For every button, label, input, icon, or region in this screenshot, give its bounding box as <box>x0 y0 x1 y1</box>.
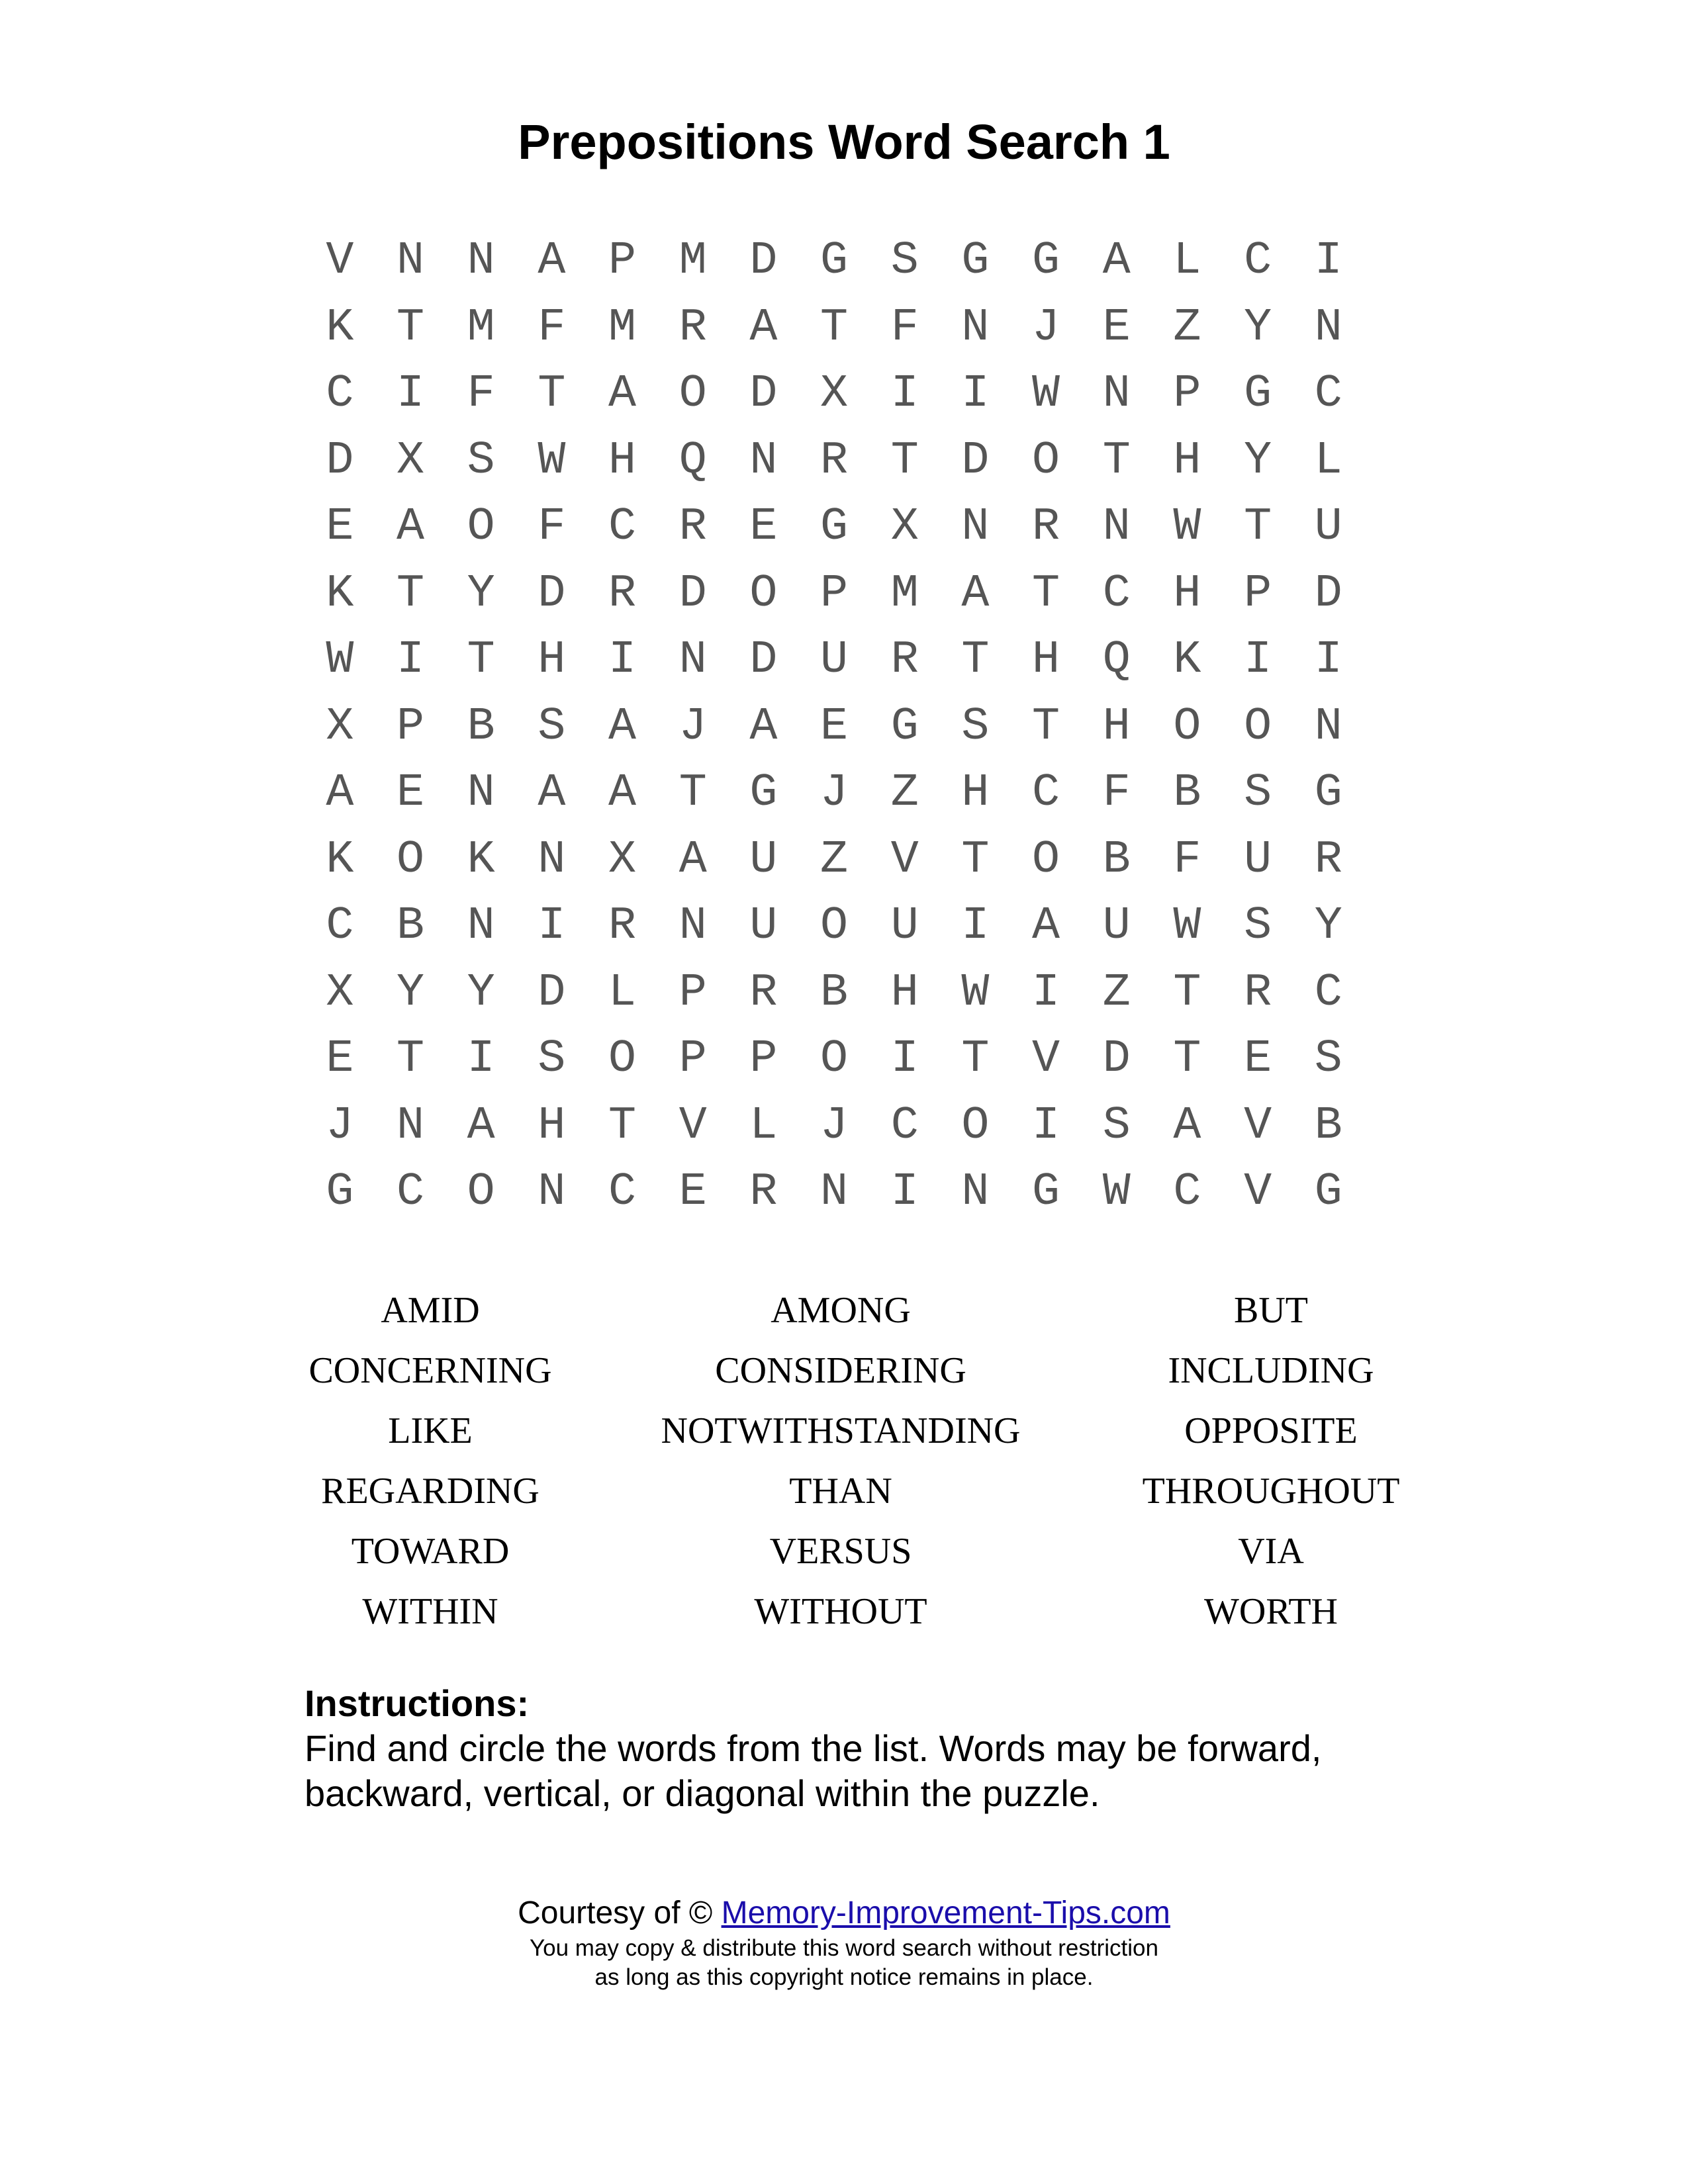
grid-letter: G <box>1314 767 1342 819</box>
grid-letter: E <box>749 501 778 553</box>
grid-letter: V <box>679 1099 707 1152</box>
grid-letter: W <box>961 966 990 1019</box>
grid-letter: C <box>1102 567 1131 620</box>
grid-letter: D <box>749 235 778 287</box>
grid-letter: N <box>397 1099 425 1152</box>
grid-letter: F <box>538 501 566 553</box>
grid-letter: Z <box>890 767 919 819</box>
grid-letter: H <box>890 966 919 1019</box>
grid-letter: M <box>467 301 495 354</box>
word-list-item: AMID <box>381 1290 480 1331</box>
grid-letter: R <box>679 301 707 354</box>
grid-letter: O <box>1032 833 1060 886</box>
grid-letter: T <box>1032 567 1060 620</box>
grid-letter: G <box>326 1166 354 1218</box>
grid-letter: I <box>961 368 990 420</box>
memory-improvement-tips-link[interactable]: Memory-Improvement-Tips.com <box>721 1895 1170 1931</box>
grid-letter: T <box>890 434 919 487</box>
grid-letter: G <box>820 501 849 553</box>
word-list-item: THAN <box>789 1471 892 1512</box>
grid-letter: C <box>1244 235 1272 287</box>
grid-letter: T <box>467 634 495 686</box>
grid-letter: N <box>749 434 778 487</box>
grid-letter: G <box>1032 1166 1060 1218</box>
grid-letter: H <box>961 767 990 819</box>
grid-letter: D <box>679 567 707 620</box>
grid-letter: S <box>538 700 566 753</box>
grid-letter: N <box>467 900 495 952</box>
grid-letter: O <box>467 1166 495 1218</box>
grid-letter: G <box>1032 235 1060 287</box>
grid-letter: K <box>1173 634 1201 686</box>
courtesy-prefix: Courtesy of © <box>518 1895 722 1931</box>
grid-letter: J <box>679 700 707 753</box>
grid-letter: T <box>1102 434 1131 487</box>
grid-letter: I <box>1314 235 1342 287</box>
grid-letter: N <box>679 900 707 952</box>
grid-letter: C <box>890 1099 919 1152</box>
word-list-item: AMONG <box>771 1290 911 1331</box>
grid-letter: W <box>326 634 354 686</box>
word-list-item: VERSUS <box>769 1531 912 1572</box>
grid-letter: E <box>326 1033 354 1085</box>
grid-letter: T <box>397 301 425 354</box>
instructions <box>305 1681 1430 1816</box>
grid-letter: A <box>1032 900 1060 952</box>
grid-letter: H <box>538 634 566 686</box>
grid-letter: S <box>961 700 990 753</box>
grid-letter: M <box>679 235 707 287</box>
grid-letter: P <box>1173 368 1201 420</box>
grid-letter: A <box>397 501 425 553</box>
grid-letter: X <box>890 501 919 553</box>
grid-letter: L <box>749 1099 778 1152</box>
grid-letter: O <box>679 368 707 420</box>
grid-letter: L <box>1173 235 1201 287</box>
grid-letter: I <box>1032 1099 1060 1152</box>
grid-letter: Q <box>679 434 707 487</box>
grid-letter: T <box>1032 700 1060 753</box>
grid-letter: O <box>820 1033 849 1085</box>
grid-letter: F <box>1102 767 1131 819</box>
grid-letter: Z <box>820 833 849 886</box>
grid-letter: F <box>1173 833 1201 886</box>
grid-letter: A <box>749 301 778 354</box>
grid-letter: C <box>1173 1166 1201 1218</box>
grid-letter: D <box>1314 567 1342 620</box>
grid-row <box>305 760 1364 827</box>
grid-letter: H <box>1102 700 1131 753</box>
grid-letter: V <box>1244 1099 1272 1152</box>
grid-letter: I <box>1244 634 1272 686</box>
grid-letter: C <box>1314 966 1342 1019</box>
grid-letter: K <box>326 833 354 886</box>
grid-letter: P <box>749 1033 778 1085</box>
word-list-item: BUT <box>1234 1290 1308 1331</box>
grid-letter: G <box>1244 368 1272 420</box>
grid-row <box>305 1026 1364 1093</box>
grid-letter: K <box>326 567 354 620</box>
grid-letter: J <box>1032 301 1060 354</box>
grid-row <box>305 1160 1364 1226</box>
word-list-item: INCLUDING <box>1168 1350 1374 1391</box>
grid-letter: T <box>961 1033 990 1085</box>
grid-letter: Y <box>467 966 495 1019</box>
grid-letter: I <box>538 900 566 952</box>
grid-letter: U <box>890 900 919 952</box>
grid-letter: T <box>1173 1033 1201 1085</box>
grid-letter: N <box>1102 368 1131 420</box>
grid-letter: I <box>890 1166 919 1218</box>
grid-row <box>305 361 1364 428</box>
grid-letter: I <box>890 368 919 420</box>
grid-letter: P <box>1244 567 1272 620</box>
grid-letter: H <box>608 434 637 487</box>
grid-letter: H <box>538 1099 566 1152</box>
grid-letter: I <box>397 634 425 686</box>
grid-letter: P <box>397 700 425 753</box>
grid-letter: W <box>1032 368 1060 420</box>
grid-letter: G <box>1314 1166 1342 1218</box>
grid-letter: A <box>538 235 566 287</box>
grid-letter: C <box>1032 767 1060 819</box>
courtesy-line <box>0 1893 1688 1934</box>
grid-letter: W <box>1173 501 1201 553</box>
grid-letter: Y <box>1314 900 1342 952</box>
grid-letter: O <box>467 501 495 553</box>
grid-letter: O <box>1032 434 1060 487</box>
word-list-item: CONSIDERING <box>715 1350 966 1391</box>
grid-letter: C <box>608 501 637 553</box>
grid-letter: A <box>608 368 637 420</box>
grid-letter: I <box>1314 634 1342 686</box>
grid-letter: E <box>679 1166 707 1218</box>
grid-letter: A <box>467 1099 495 1152</box>
grid-row <box>305 295 1364 362</box>
grid-letter: N <box>1314 700 1342 753</box>
grid-letter: Y <box>467 567 495 620</box>
grid-letter: D <box>1102 1033 1131 1085</box>
grid-letter: G <box>890 700 919 753</box>
word-list-item: LIKE <box>388 1410 473 1451</box>
grid-letter: D <box>538 567 566 620</box>
grid-letter: R <box>608 567 637 620</box>
grid-letter: L <box>1314 434 1342 487</box>
word-list-item: OPPOSITE <box>1184 1410 1358 1451</box>
grid-letter: N <box>467 767 495 819</box>
word-list-item: WITHOUT <box>754 1591 927 1632</box>
grid-letter: N <box>961 501 990 553</box>
grid-letter: T <box>1173 966 1201 1019</box>
grid-letter: B <box>467 700 495 753</box>
grid-letter: N <box>961 1166 990 1218</box>
grid-letter: B <box>820 966 849 1019</box>
grid-letter: X <box>326 966 354 1019</box>
grid-letter: X <box>326 700 354 753</box>
grid-letter: G <box>749 767 778 819</box>
grid-letter: R <box>890 634 919 686</box>
grid-letter: D <box>538 966 566 1019</box>
grid-letter: Z <box>1102 966 1131 1019</box>
grid-letter: T <box>397 567 425 620</box>
grid-letter: R <box>820 434 849 487</box>
instructions-line-2: backward, vertical, or diagonal within the puzzle. <box>305 1772 1100 1814</box>
word-search-grid <box>305 228 1364 1226</box>
grid-letter: D <box>961 434 990 487</box>
grid-letter: N <box>397 235 425 287</box>
grid-letter: O <box>961 1099 990 1152</box>
grid-letter: T <box>608 1099 637 1152</box>
word-list-item: NOTWITHSTANDING <box>661 1410 1021 1451</box>
grid-letter: H <box>1173 567 1201 620</box>
grid-letter: I <box>890 1033 919 1085</box>
grid-letter: Y <box>1244 301 1272 354</box>
grid-letter: S <box>1102 1099 1131 1152</box>
grid-letter: T <box>397 1033 425 1085</box>
grid-letter: A <box>749 700 778 753</box>
grid-letter: N <box>538 833 566 886</box>
grid-letter: O <box>397 833 425 886</box>
grid-letter: P <box>820 567 849 620</box>
grid-letter: R <box>608 900 637 952</box>
grid-letter: C <box>397 1166 425 1218</box>
grid-letter: V <box>1032 1033 1060 1085</box>
grid-letter: N <box>961 301 990 354</box>
grid-letter: G <box>820 235 849 287</box>
grid-letter: T <box>820 301 849 354</box>
copyright-notice-line-2: as long as this copyright notice remains in place. <box>594 1964 1094 1990</box>
grid-letter: W <box>1173 900 1201 952</box>
grid-letter: B <box>397 900 425 952</box>
grid-row <box>305 694 1364 761</box>
grid-letter: E <box>1244 1033 1272 1085</box>
grid-letter: W <box>1102 1166 1131 1218</box>
grid-row <box>305 428 1364 495</box>
grid-letter: J <box>820 1099 849 1152</box>
grid-letter: A <box>1173 1099 1201 1152</box>
grid-letter: S <box>1244 767 1272 819</box>
grid-letter: S <box>467 434 495 487</box>
grid-row <box>305 827 1364 894</box>
grid-letter: T <box>538 368 566 420</box>
grid-letter: U <box>1102 900 1131 952</box>
grid-letter: C <box>326 900 354 952</box>
grid-letter: T <box>961 833 990 886</box>
grid-letter: Q <box>1102 634 1131 686</box>
grid-letter: H <box>1032 634 1060 686</box>
grid-letter: N <box>1314 301 1342 354</box>
grid-letter: A <box>538 767 566 819</box>
grid-letter: Z <box>1173 301 1201 354</box>
grid-letter: O <box>608 1033 637 1085</box>
grid-letter: D <box>749 634 778 686</box>
grid-letter: R <box>749 966 778 1019</box>
grid-letter: I <box>467 1033 495 1085</box>
grid-letter: A <box>608 767 637 819</box>
word-list-item: WITHIN <box>362 1591 498 1632</box>
grid-letter: E <box>820 700 849 753</box>
grid-letter: P <box>679 1033 707 1085</box>
grid-letter: O <box>749 567 778 620</box>
grid-row <box>305 561 1364 628</box>
grid-letter: Y <box>397 966 425 1019</box>
grid-letter: J <box>820 767 849 819</box>
copyright-notice-line-1: You may copy & distribute this word search without restriction <box>530 1935 1158 1961</box>
word-list-item: THROUGHOUT <box>1142 1471 1400 1512</box>
grid-letter: N <box>679 634 707 686</box>
grid-letter: X <box>820 368 849 420</box>
grid-letter: R <box>749 1166 778 1218</box>
grid-letter: S <box>538 1033 566 1085</box>
grid-letter: U <box>749 833 778 886</box>
grid-letter: S <box>1244 900 1272 952</box>
word-list-item: VIA <box>1238 1531 1304 1572</box>
grid-letter: J <box>326 1099 354 1152</box>
grid-letter: X <box>608 833 637 886</box>
word-list-item: REGARDING <box>321 1471 539 1512</box>
grid-letter: P <box>679 966 707 1019</box>
word-list-item: TOWARD <box>351 1531 510 1572</box>
grid-letter: I <box>608 634 637 686</box>
grid-letter: T <box>961 634 990 686</box>
grid-letter: H <box>1173 434 1201 487</box>
grid-letter: E <box>1102 301 1131 354</box>
grid-letter: D <box>326 434 354 487</box>
grid-letter: N <box>467 235 495 287</box>
grid-letter: R <box>1314 833 1342 886</box>
grid-letter: E <box>397 767 425 819</box>
grid-letter: R <box>1244 966 1272 1019</box>
grid-letter: V <box>326 235 354 287</box>
grid-letter: T <box>1244 501 1272 553</box>
grid-letter: C <box>326 368 354 420</box>
grid-letter: C <box>608 1166 637 1218</box>
grid-letter: R <box>679 501 707 553</box>
grid-letter: M <box>608 301 637 354</box>
grid-letter: N <box>538 1166 566 1218</box>
grid-letter: X <box>397 434 425 487</box>
word-list <box>258 1281 1463 1642</box>
grid-letter: Y <box>1244 434 1272 487</box>
grid-letter: O <box>820 900 849 952</box>
grid-row <box>305 494 1364 561</box>
grid-letter: C <box>1314 368 1342 420</box>
grid-letter: A <box>961 567 990 620</box>
grid-row <box>305 627 1364 694</box>
grid-letter: D <box>749 368 778 420</box>
grid-letter: G <box>961 235 990 287</box>
instructions-line-1: Find and circle the words from the list. Words may be forward, <box>305 1727 1322 1769</box>
grid-letter: F <box>467 368 495 420</box>
footer <box>0 1893 1688 1992</box>
grid-letter: B <box>1314 1099 1342 1152</box>
grid-letter: V <box>890 833 919 886</box>
grid-row <box>305 228 1364 295</box>
grid-letter: K <box>326 301 354 354</box>
grid-row <box>305 1093 1364 1160</box>
grid-letter: M <box>890 567 919 620</box>
grid-letter: I <box>1032 966 1060 1019</box>
grid-letter: L <box>608 966 637 1019</box>
grid-letter: U <box>820 634 849 686</box>
grid-letter: A <box>608 700 637 753</box>
grid-letter: S <box>890 235 919 287</box>
grid-letter: T <box>679 767 707 819</box>
grid-letter: O <box>1244 700 1272 753</box>
grid-letter: U <box>1314 501 1342 553</box>
grid-letter: E <box>326 501 354 553</box>
grid-letter: F <box>890 301 919 354</box>
grid-letter: U <box>749 900 778 952</box>
grid-letter: P <box>608 235 637 287</box>
grid-letter: K <box>467 833 495 886</box>
grid-letter: S <box>1314 1033 1342 1085</box>
grid-letter: I <box>961 900 990 952</box>
grid-letter: F <box>538 301 566 354</box>
grid-letter: O <box>1173 700 1201 753</box>
grid-letter: B <box>1102 833 1131 886</box>
word-list-item: CONCERNING <box>308 1350 552 1391</box>
grid-row <box>305 960 1364 1027</box>
grid-letter: U <box>1244 833 1272 886</box>
grid-letter: A <box>679 833 707 886</box>
grid-letter: V <box>1244 1166 1272 1218</box>
grid-letter: A <box>326 767 354 819</box>
grid-row <box>305 893 1364 960</box>
grid-letter: N <box>1102 501 1131 553</box>
grid-letter: N <box>820 1166 849 1218</box>
grid-letter: W <box>538 434 566 487</box>
grid-letter: B <box>1173 767 1201 819</box>
grid-letter: A <box>1102 235 1131 287</box>
word-list-item: WORTH <box>1204 1591 1338 1632</box>
grid-letter: I <box>397 368 425 420</box>
grid-letter: R <box>1032 501 1060 553</box>
instructions-heading: Instructions: <box>305 1682 530 1724</box>
page-title: Prepositions Word Search 1 <box>518 114 1170 169</box>
